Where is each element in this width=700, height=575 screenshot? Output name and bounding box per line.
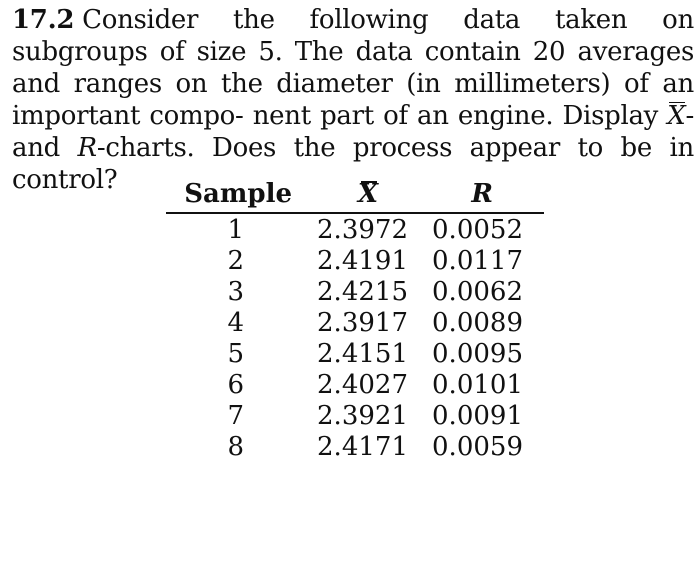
cell-r: 0.0062: [432, 276, 523, 307]
cell-xbar: 2.4215: [317, 276, 408, 307]
cell-sample: 1: [227, 214, 244, 245]
cell-sample: 7: [227, 400, 244, 431]
table-row: [166, 369, 544, 400]
header-sample: [166, 179, 292, 209]
table-row: [166, 276, 544, 307]
cell-sample: 6: [227, 369, 244, 400]
problem-text-part2: - and: [12, 101, 694, 163]
r-symbol: R: [77, 133, 97, 163]
cell-xbar: 2.4171: [317, 431, 408, 462]
cell-sample: 8: [227, 431, 244, 462]
header-r: [400, 179, 523, 209]
header-r-label: R: [471, 179, 493, 209]
cell-sample: 5: [227, 338, 244, 369]
table-row: [166, 400, 544, 431]
xbar-symbol: X: [667, 101, 686, 131]
cell-r: 0.0117: [432, 245, 523, 276]
header-sample-label: Sample: [184, 179, 292, 209]
cell-xbar: 2.4151: [317, 338, 408, 369]
cell-r: 0.0052: [432, 214, 523, 245]
cell-sample: 2: [227, 245, 244, 276]
table-row: [166, 338, 544, 369]
cell-xbar: 2.3921: [317, 400, 408, 431]
table-row: [166, 214, 544, 245]
table-body: [166, 214, 544, 462]
data-table: [166, 176, 544, 462]
cell-sample: 3: [227, 276, 244, 307]
problem-text-part1: Consider the following data taken on subgroups of size 5. The data contain 20 averages and ranges on the diameter (in millimeters) of an important compo- nent part of an engine. Display: [12, 5, 694, 131]
cell-xbar: 2.3972: [317, 214, 408, 245]
cell-xbar: 2.4191: [317, 245, 408, 276]
table-header: [166, 176, 544, 214]
table-row: [166, 245, 544, 276]
cell-sample: 4: [227, 307, 244, 338]
header-xbar: [292, 179, 400, 209]
problem-text-part3: -charts. Does the process appear to be in control?: [12, 133, 694, 195]
problem-number: 17.2: [12, 5, 75, 35]
cell-r: 0.0089: [432, 307, 523, 338]
cell-xbar: 2.4027: [317, 369, 408, 400]
problem-statement: [12, 4, 694, 196]
cell-r: 0.0091: [432, 400, 523, 431]
cell-xbar: 2.3917: [317, 307, 408, 338]
header-xbar-label: X: [357, 179, 378, 209]
table-row: [166, 431, 544, 462]
table-row: [166, 307, 544, 338]
cell-r: 0.0101: [432, 369, 523, 400]
cell-r: 0.0059: [432, 431, 523, 462]
cell-r: 0.0095: [432, 338, 523, 369]
